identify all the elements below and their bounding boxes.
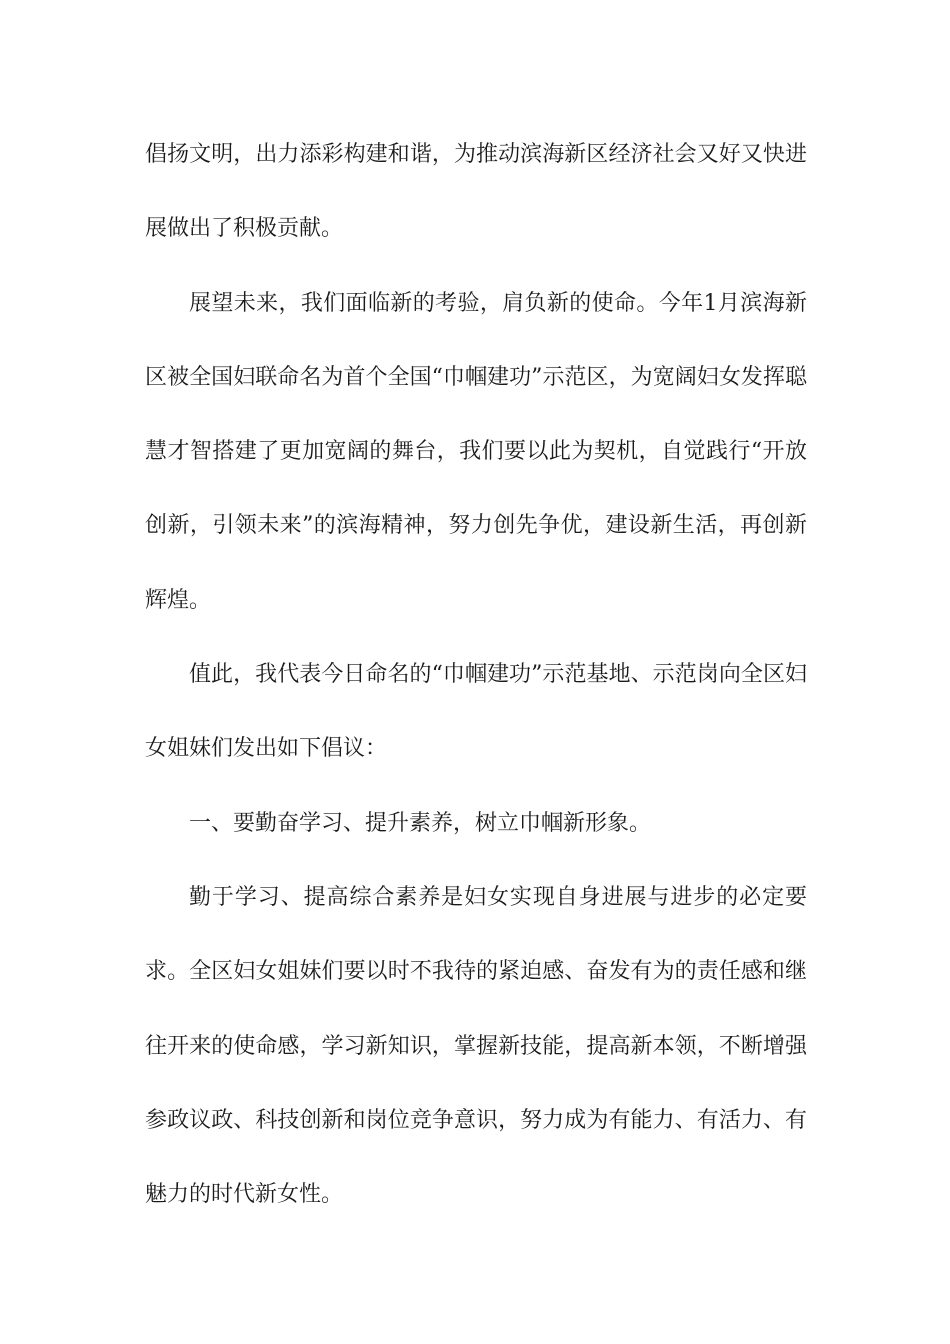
paragraph-learning: 勤于学习、提高综合素养是妇女实现自身进展与进步的必定要求。全区妇女姐妹们要以时不我待的紧迫感、奋发有为的责任感和继往开来的使命感，学习新知识，掌握新技能，提高新本领，不断增强参政议政、科技创新和岗位竞争意识，努力成为有能力、有活力、有魅力的时代新女性。	[145, 884, 807, 1208]
section-heading-one: 一、要勤奋学习、提升素养，树立巾帼新形象。	[189, 810, 652, 836]
paragraph-outlook: 展望未来，我们面临新的考验，肩负新的使命。今年1月滨海新区被全国妇联命名为首个全国“巾帼建功”示范区，为宽阔妇女发挥聪慧才智搭建了更加宽阔的舞台，我们要以此为契机，自觉践行“开放创新，引领未来”的滨海精神，努力创先争优，建设新生活，再创新辉煌。	[145, 290, 807, 613]
paragraph-continued: 倡扬文明，出力添彩构建和谐，为推动滨海新区经济社会又好又快进展做出了积极贡献。	[145, 142, 807, 242]
paragraph-proposal-intro: 值此，我代表今日命名的“巾帼建功”示范基地、示范岗向全区妇女姐妹们发出如下倡议：	[145, 662, 807, 762]
document-body	[145, 118, 807, 1232]
